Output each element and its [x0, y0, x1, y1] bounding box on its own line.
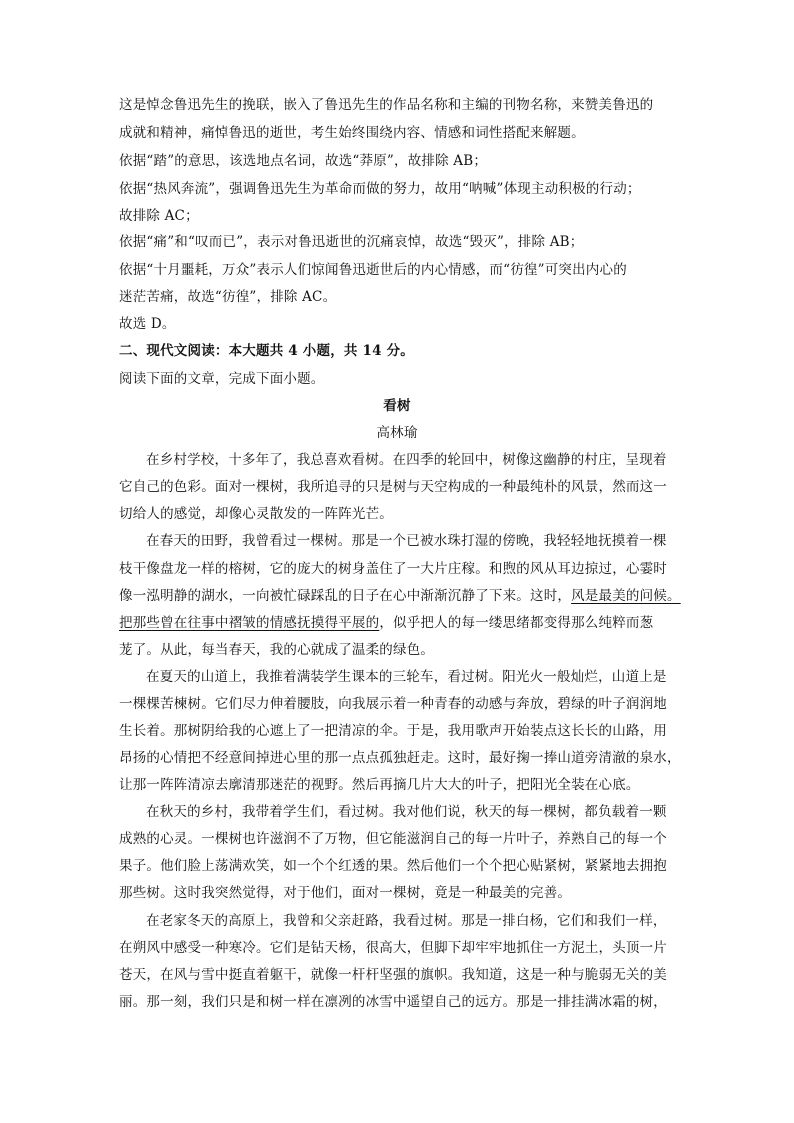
analysis-line: 故排除 AC； — [119, 208, 199, 224]
analysis-line: 依据“痛”和“叹而已”，表示对鲁迅逝世的沉痛哀悼，故选“毁灭”，排除 AB； — [119, 234, 584, 250]
underlined-sentence: 把那些曾在往事中褶皱的情感抚摸得平展的 — [119, 615, 380, 631]
paragraph-text: 像一泓明静的湖水，一向被忙碌踩乱的日子在心中渐渐沉静了下来。这时， — [119, 588, 572, 604]
paragraph-line: 在秋天的乡村，我带着学生们，看过树。我对他们说，秋天的每一棵树，都负载着一颗 — [146, 804, 667, 820]
paragraph-line: 切给人的感觉，却像心灵散发的一阵阵光芒。 — [119, 506, 393, 522]
analysis-line: 依据“热风奔流”，强调鲁迅先生为革命而做的努力，故用“呐喊”体现主动积极的行动； — [119, 181, 641, 197]
article-author: 高林瑜 — [376, 425, 418, 441]
paragraph-line: 苍天，在风与雪中挺直着躯干，就像一杆杆坚强的旗帜。我知道，这是一种与脆弱无关的美 — [119, 967, 667, 983]
paragraph-line — [119, 587, 681, 605]
section-heading: 二、现代文阅读：本大题共 4 小题，共 14 分。 — [119, 343, 414, 359]
paragraph-line: 枝干像盘龙一样的榕树，它的庞大的树身盖住了一大片庄稼。和煦的风从耳边掠过，心霎时 — [119, 561, 667, 577]
paragraph-line: 在乡村学校，十多年了，我总喜欢看树。在四季的轮回中，树像这幽静的村庄，呈现着 — [146, 452, 667, 468]
paragraph-line: 在朔风中感受一种寒冷。它们是钻天杨，很高大，但脚下却牢牢地抓住一方泥土，头顶一片 — [119, 940, 667, 956]
paragraph-line: 在老家冬天的高原上，我曾和父亲赶路，我看过树。那是一排白杨，它们和我们一样， — [146, 913, 667, 929]
analysis-line: 故选 D。 — [119, 316, 176, 332]
analysis-line: 这是悼念鲁迅先生的挽联，嵌入了鲁迅先生的作品名称和主编的刊物名称，来赞美鲁迅的 — [119, 97, 654, 113]
analysis-line: 依据“十月噩耗，万众”表示人们惊闻鲁迅逝世后的内心情感，而“彷徨”可突出内心的 — [119, 262, 627, 278]
paragraph-line: 一棵棵苦楝树。它们尽力伸着腰肢，向我展示着一种青春的动感与奔放，碧绿的叶子润润地 — [119, 696, 667, 712]
paragraph-line: 在夏天的山道上，我推着满装学生课本的三轮车，看过树。阳光火一般灿烂，山道上是 — [146, 669, 667, 685]
analysis-line: 依据“踏”的意思，该选地点名词，故选“莽原”，故排除 AB； — [119, 153, 488, 169]
paragraph-line — [119, 614, 653, 632]
underlined-sentence: 风是最美的问候。 — [571, 588, 681, 604]
analysis-line: 成就和精神，痛悼鲁迅的逝世，考生始终围绕内容、情感和词性搭配来解题。 — [119, 125, 585, 141]
instruction: 阅读下面的文章，完成下面小题。 — [119, 371, 325, 387]
paragraph-line: 生长着。那树阴给我的心遮上了一把清凉的伞。于是，我用歌声开始装点这长长的山路，用 — [119, 723, 667, 739]
paragraph-line: 成熟的心灵。一棵树也许滋润不了万物，但它能滋润自己的每一片叶子，养熟自己的每一个 — [119, 831, 667, 847]
analysis-line: 迷茫苦痛，故选“彷徨”，排除 AC。 — [119, 289, 337, 305]
paragraph-line: 它自己的色彩。面对一棵树，我所追寻的只是树与天空构成的一种最纯朴的风景，然而这一 — [119, 479, 667, 495]
paragraph-line: 果子。他们脸上荡满欢笑，如一个个红透的果。然后他们一个个把心贴紧树，紧紧地去拥抱 — [119, 858, 667, 874]
paragraph-line: 丽。那一刻，我们只是和树一样在凛冽的冰雪中遥望自己的远方。那是一排挂满冰霜的树， — [119, 994, 667, 1010]
paragraph-line: 在春天的田野，我曾看过一棵树。那是一个已被水珠打湿的傍晚，我轻轻地抚摸着一棵 — [146, 533, 667, 549]
paragraph-line: 茏了。从此，每当春天，我的心就成了温柔的绿色。 — [119, 642, 435, 658]
paragraph-line: 昂扬的心情把不经意间掉进心里的那一点点孤独赶走。这时，最好掬一捧山道旁清澈的泉水， — [119, 750, 681, 766]
paragraph-text: ，似乎把人的每一缕思绪都变得那么纯粹而葱 — [379, 615, 654, 631]
paragraph-line: 让那一阵阵清凉去廓清那迷茫的视野。然后再摘几片大大的叶子，把阳光全装在心底。 — [119, 777, 640, 793]
article-title: 看树 — [383, 398, 411, 414]
paragraph-line: 那些树。这时我突然觉得，对于他们，面对一棵树，竟是一种最美的完善。 — [119, 885, 572, 901]
